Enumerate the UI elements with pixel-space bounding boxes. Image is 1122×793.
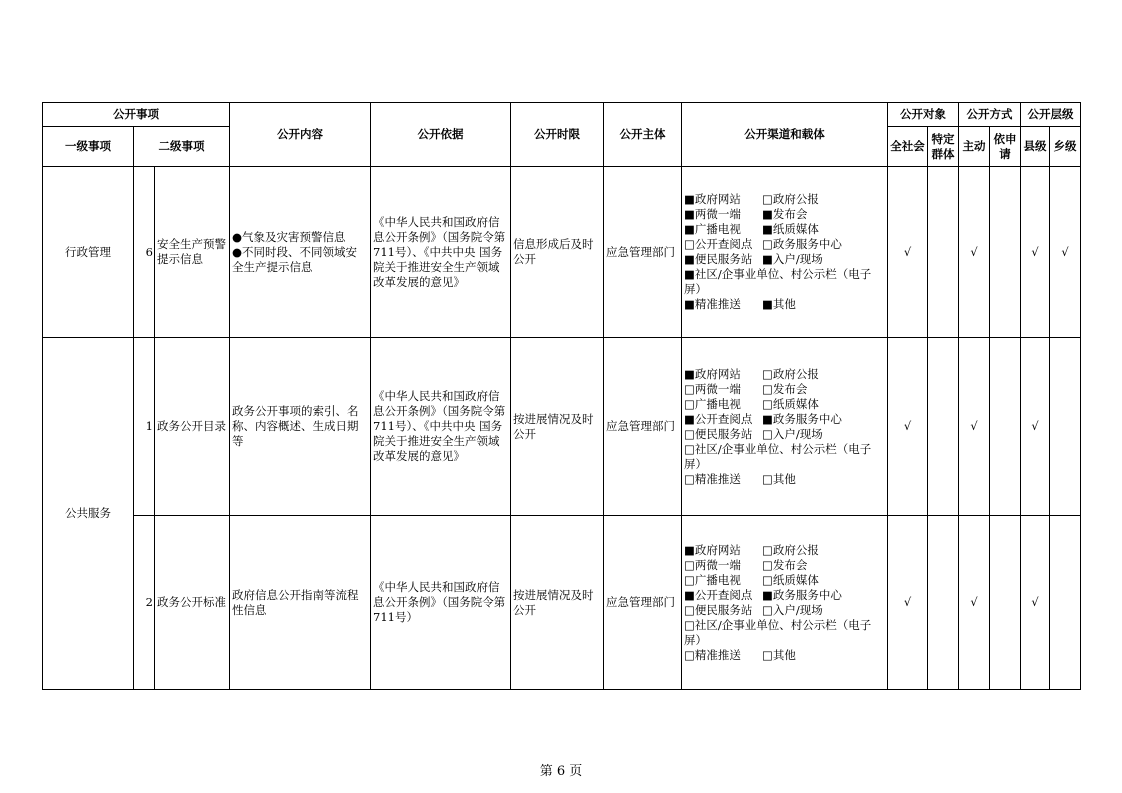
channel-option: ■政府网站 xyxy=(684,192,741,206)
header-time-limit: 公开时限 xyxy=(511,103,604,167)
header-audience-all: 全社会 xyxy=(888,127,928,167)
row-level-town: √ xyxy=(1050,167,1081,338)
channel-option: □社区/企事业单位、村公示栏（电子屏） xyxy=(684,441,872,471)
channel-option: □发布会 xyxy=(762,381,808,396)
header-level-county: 县级 xyxy=(1021,127,1050,167)
channel-line xyxy=(684,222,885,237)
channel-line xyxy=(684,397,885,412)
row-audience-specific xyxy=(928,338,959,516)
channel-option: □政府公报 xyxy=(762,192,819,206)
channel-line xyxy=(684,543,885,558)
channel-line xyxy=(684,588,885,603)
channel-line xyxy=(684,237,885,252)
header-level-town: 乡级 xyxy=(1050,127,1081,167)
channel-line xyxy=(684,207,885,222)
channel-option: □广播电视 xyxy=(684,396,741,411)
row-method-request xyxy=(990,338,1021,516)
channel-option: ■公开查阅点 xyxy=(684,411,753,426)
channel-option: ■发布会 xyxy=(762,207,808,221)
channel-option: ■便民服务站 xyxy=(684,252,753,266)
channel-option: □精准推送 xyxy=(684,471,741,486)
channel-line xyxy=(684,367,885,382)
channel-option: □政府公报 xyxy=(762,366,819,381)
row-audience-all: √ xyxy=(888,167,928,338)
channel-option: ■入户/现场 xyxy=(762,252,823,266)
row-item: 安全生产预警提示信息 xyxy=(155,167,230,338)
channel-option: □发布会 xyxy=(762,557,808,572)
row-method-active: √ xyxy=(959,516,990,690)
row-audience-all: √ xyxy=(888,338,928,516)
row-item: 政务公开目录 xyxy=(155,338,230,516)
channel-line xyxy=(684,427,885,442)
channel-line xyxy=(684,558,885,573)
row-level-county: √ xyxy=(1021,516,1050,690)
channel-option: ■纸质媒体 xyxy=(762,222,819,236)
channel-line xyxy=(684,603,885,618)
table-row xyxy=(43,167,1081,338)
channel-option: □入户/现场 xyxy=(762,602,823,617)
channel-line xyxy=(684,267,885,297)
header-method-request: 依申请 xyxy=(990,127,1021,167)
header-audience-group: 公开对象 xyxy=(888,103,959,127)
channel-line xyxy=(684,382,885,397)
row-audience-all: √ xyxy=(888,516,928,690)
channel-option: □两微一端 xyxy=(684,381,741,396)
row-audience-specific xyxy=(928,516,959,690)
channel-line xyxy=(684,472,885,487)
channel-option: ■其他 xyxy=(762,297,796,311)
row-item: 政务公开标准 xyxy=(155,516,230,690)
channel-option: ■政务服务中心 xyxy=(762,587,842,602)
channel-option: ■社区/企事业单位、村公示栏（电子屏） xyxy=(684,267,872,296)
row-level-county: √ xyxy=(1021,167,1050,338)
disclosure-table xyxy=(42,102,1081,690)
header-level-group: 公开层级 xyxy=(1021,103,1081,127)
channel-line xyxy=(684,648,885,663)
row-method-request xyxy=(990,516,1021,690)
header-content: 公开内容 xyxy=(230,103,371,167)
page-number: 第 6 页 xyxy=(539,764,583,779)
row-basis: 《中华人民共和国政府信息公开条例》（国务院令第711号）、《中共中央 国务院关于推进安全生产领域改革发展的意见》 xyxy=(371,338,511,516)
channel-option: ■广播电视 xyxy=(684,222,741,236)
row-time-limit: 按进展情况及时公开 xyxy=(511,516,604,690)
channel-option: ■政府网站 xyxy=(684,542,741,557)
channel-option: □精准推送 xyxy=(684,647,741,662)
table-row xyxy=(43,338,1081,516)
header-subject: 公开主体 xyxy=(604,103,682,167)
header-level1: 一级事项 xyxy=(43,127,134,167)
channel-option: □其他 xyxy=(762,471,796,486)
channel-option: ■精准推送 xyxy=(684,297,741,311)
row-method-active: √ xyxy=(959,167,990,338)
row-basis: 《中华人民共和国政府信息公开条例》（国务院令第711号） xyxy=(371,516,511,690)
channel-option: □政务服务中心 xyxy=(762,237,842,251)
row-subject: 应急管理部门 xyxy=(604,338,682,516)
channel-option: □政府公报 xyxy=(762,542,819,557)
channel-option: ■政务服务中心 xyxy=(762,411,842,426)
channel-option: □公开查阅点 xyxy=(684,237,753,251)
header-channels: 公开渠道和载体 xyxy=(682,103,888,167)
channel-line xyxy=(684,573,885,588)
row-time-limit: 按进展情况及时公开 xyxy=(511,338,604,516)
header-audience-specific: 特定群体 xyxy=(928,127,959,167)
channel-option: ■公开查阅点 xyxy=(684,587,753,602)
table-row xyxy=(43,516,1081,690)
row-index: 1 xyxy=(134,338,155,516)
row-content: 政府信息公开指南等流程性信息 xyxy=(230,516,371,690)
row-level-town xyxy=(1050,516,1081,690)
channel-option: □纸质媒体 xyxy=(762,572,819,587)
channel-option: ■两微一端 xyxy=(684,207,741,221)
row-time-limit: 信息形成后及时公开 xyxy=(511,167,604,338)
channel-option: □两微一端 xyxy=(684,557,741,572)
header-matter-group: 公开事项 xyxy=(43,103,230,127)
channel-line xyxy=(684,412,885,427)
row-subject: 应急管理部门 xyxy=(604,167,682,338)
channel-option: □社区/企事业单位、村公示栏（电子屏） xyxy=(684,617,872,647)
section-name: 公共服务 xyxy=(43,338,134,690)
channel-option: □入户/现场 xyxy=(762,426,823,441)
channel-option: □便民服务站 xyxy=(684,426,753,441)
row-level-county: √ xyxy=(1021,338,1050,516)
row-index: 2 xyxy=(134,516,155,690)
channel-option: □其他 xyxy=(762,647,796,662)
header-level2: 二级事项 xyxy=(134,127,230,167)
row-basis: 《中华人民共和国政府信息公开条例》（国务院令第711号）、《中共中央 国务院关于推进安全生产领域改革发展的意见》 xyxy=(371,167,511,338)
channel-line xyxy=(684,618,885,648)
row-channels xyxy=(682,338,888,516)
row-index: 6 xyxy=(134,167,155,338)
row-method-active: √ xyxy=(959,338,990,516)
channel-option: □广播电视 xyxy=(684,572,741,587)
row-audience-specific xyxy=(928,167,959,338)
row-subject: 应急管理部门 xyxy=(604,516,682,690)
header-basis: 公开依据 xyxy=(371,103,511,167)
row-level-town xyxy=(1050,338,1081,516)
row-content: 政务公开事项的索引、名称、内容概述、生成日期等 xyxy=(230,338,371,516)
row-method-request xyxy=(990,167,1021,338)
channel-line xyxy=(684,297,885,312)
channel-line xyxy=(684,442,885,472)
channel-option: □纸质媒体 xyxy=(762,396,819,411)
row-channels xyxy=(682,516,888,690)
channel-line xyxy=(684,252,885,267)
section-name: 行政管理 xyxy=(43,167,134,338)
header-method-active: 主动 xyxy=(959,127,990,167)
row-channels xyxy=(682,167,888,338)
row-content: ●气象及灾害预警信息 ●不同时段、不同领域安全生产提示信息 xyxy=(230,167,371,338)
channel-option: □便民服务站 xyxy=(684,602,753,617)
channel-option: ■政府网站 xyxy=(684,366,741,381)
channel-line xyxy=(684,192,885,207)
header-method-group: 公开方式 xyxy=(959,103,1021,127)
